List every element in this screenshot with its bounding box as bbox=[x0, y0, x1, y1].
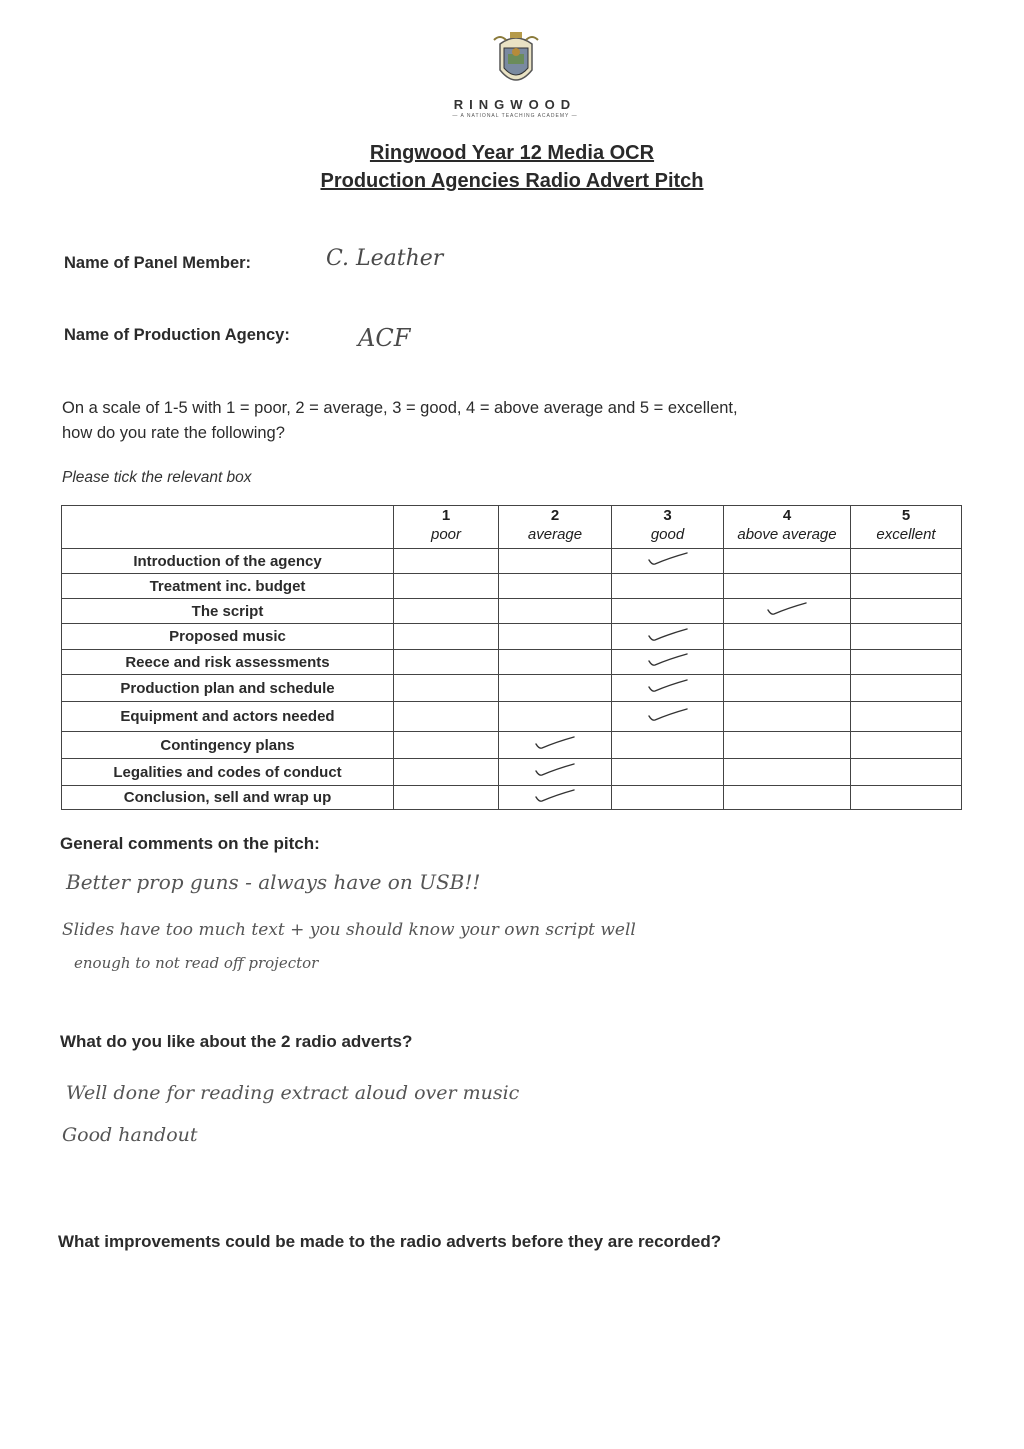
page-subtitle: Production Agencies Radio Advert Pitch bbox=[320, 170, 704, 192]
general-comments-line-3: enough to not read off projector bbox=[74, 954, 319, 972]
rating-cell-3[interactable] bbox=[612, 549, 724, 574]
rating-cell-5[interactable] bbox=[851, 574, 962, 599]
criterion-label: Proposed music bbox=[62, 624, 394, 650]
improvements-question: What improvements could be made to the radio adverts before they are recorded? bbox=[58, 1232, 722, 1251]
panel-member-value: C. Leather bbox=[326, 246, 444, 271]
tick-mark-icon bbox=[532, 734, 578, 752]
rating-row bbox=[62, 675, 962, 702]
tick-mark-icon bbox=[764, 600, 810, 618]
rating-cell-2[interactable] bbox=[499, 759, 612, 786]
criterion-label: Legalities and codes of conduct bbox=[62, 759, 394, 786]
rating-cell-1[interactable] bbox=[394, 759, 499, 786]
school-tagline: — A NATIONAL TEACHING ACADEMY — bbox=[452, 113, 578, 119]
rating-cell-2[interactable] bbox=[499, 675, 612, 702]
rating-cell-3[interactable] bbox=[612, 786, 724, 810]
rating-cell-2[interactable] bbox=[499, 650, 612, 675]
rating-cell-5[interactable] bbox=[851, 549, 962, 574]
rating-row bbox=[62, 650, 962, 675]
rating-cell-2[interactable] bbox=[499, 786, 612, 810]
rating-header-row bbox=[62, 506, 962, 549]
likes-question: What do you like about the 2 radio adverts? bbox=[60, 1032, 413, 1051]
criterion-label: Equipment and actors needed bbox=[62, 702, 394, 732]
rating-instructions bbox=[62, 396, 962, 446]
rating-cell-4[interactable] bbox=[724, 650, 851, 675]
tick-mark-icon bbox=[532, 787, 578, 805]
rating-col-4: 4 above average bbox=[724, 506, 851, 549]
rating-cell-2[interactable] bbox=[499, 574, 612, 599]
rating-col-3: 3 good bbox=[612, 506, 724, 549]
school-crest-logo bbox=[490, 30, 542, 94]
instructions-line-2: how do you rate the following? bbox=[62, 424, 285, 442]
rating-cell-4[interactable] bbox=[724, 702, 851, 732]
rating-cell-3[interactable] bbox=[612, 574, 724, 599]
criterion-label: Introduction of the agency bbox=[62, 549, 394, 574]
rating-row bbox=[62, 624, 962, 650]
general-comments-question: General comments on the pitch: bbox=[60, 834, 320, 853]
rating-row bbox=[62, 786, 962, 810]
rating-col-2: 2 average bbox=[499, 506, 612, 549]
rating-cell-4[interactable] bbox=[724, 786, 851, 810]
rating-cell-5[interactable] bbox=[851, 759, 962, 786]
rating-cell-2[interactable] bbox=[499, 732, 612, 759]
criterion-label: Production plan and schedule bbox=[62, 675, 394, 702]
tick-mark-icon bbox=[645, 677, 691, 695]
rating-cell-1[interactable] bbox=[394, 786, 499, 810]
rating-cell-3[interactable] bbox=[612, 732, 724, 759]
agency-label: Name of Production Agency: bbox=[64, 326, 290, 344]
rating-cell-5[interactable] bbox=[851, 599, 962, 624]
rating-row bbox=[62, 759, 962, 786]
tick-mark-icon bbox=[645, 651, 691, 669]
school-name: RINGWOOD bbox=[453, 97, 577, 112]
rating-row bbox=[62, 702, 962, 732]
agency-value: ACF bbox=[358, 324, 411, 352]
rating-cell-1[interactable] bbox=[394, 675, 499, 702]
tick-mark-icon bbox=[645, 626, 691, 644]
rating-cell-3[interactable] bbox=[612, 759, 724, 786]
rating-cell-3[interactable] bbox=[612, 599, 724, 624]
general-comments-line-2: Slides have too much text + you should know your own script well bbox=[62, 920, 636, 940]
criterion-label: Reece and risk assessments bbox=[62, 650, 394, 675]
rating-cell-3[interactable] bbox=[612, 675, 724, 702]
rating-col-1: 1 poor bbox=[394, 506, 499, 549]
rating-row bbox=[62, 549, 962, 574]
rating-cell-3[interactable] bbox=[612, 650, 724, 675]
rating-row bbox=[62, 574, 962, 599]
page-title: Ringwood Year 12 Media OCR bbox=[369, 142, 655, 164]
rating-cell-5[interactable] bbox=[851, 786, 962, 810]
rating-cell-1[interactable] bbox=[394, 549, 499, 574]
rating-cell-1[interactable] bbox=[394, 732, 499, 759]
panel-member-label: Name of Panel Member: bbox=[64, 254, 252, 272]
criteria-header bbox=[62, 506, 394, 549]
rating-row bbox=[62, 732, 962, 759]
rating-cell-5[interactable] bbox=[851, 675, 962, 702]
tick-note: Please tick the relevant box bbox=[62, 469, 252, 486]
rating-cell-2[interactable] bbox=[499, 599, 612, 624]
likes-line-1: Well done for reading extract aloud over music bbox=[66, 1082, 520, 1104]
rating-cell-4[interactable] bbox=[724, 759, 851, 786]
rating-cell-1[interactable] bbox=[394, 624, 499, 650]
rating-cell-4[interactable] bbox=[724, 599, 851, 624]
general-comments-line-1: Better prop guns - always have on USB!! bbox=[66, 870, 481, 894]
rating-cell-4[interactable] bbox=[724, 624, 851, 650]
rating-cell-4[interactable] bbox=[724, 675, 851, 702]
rating-cell-4[interactable] bbox=[724, 549, 851, 574]
rating-cell-1[interactable] bbox=[394, 599, 499, 624]
rating-row bbox=[62, 599, 962, 624]
criterion-label: The script bbox=[62, 599, 394, 624]
rating-cell-5[interactable] bbox=[851, 732, 962, 759]
rating-cell-5[interactable] bbox=[851, 624, 962, 650]
rating-cell-3[interactable] bbox=[612, 624, 724, 650]
tick-mark-icon bbox=[645, 550, 691, 568]
tick-mark-icon bbox=[532, 761, 578, 779]
rating-cell-5[interactable] bbox=[851, 702, 962, 732]
rating-cell-4[interactable] bbox=[724, 732, 851, 759]
instructions-line-1: On a scale of 1-5 with 1 = poor, 2 = average, 3 = good, 4 = above average and 5 = excellent, bbox=[62, 399, 738, 417]
rating-cell-1[interactable] bbox=[394, 650, 499, 675]
rating-cell-5[interactable] bbox=[851, 650, 962, 675]
rating-cell-3[interactable] bbox=[612, 702, 724, 732]
rating-col-5: 5 excellent bbox=[851, 506, 962, 549]
rating-cell-4[interactable] bbox=[724, 574, 851, 599]
rating-cell-2[interactable] bbox=[499, 624, 612, 650]
criterion-label: Conclusion, sell and wrap up bbox=[62, 786, 394, 810]
rating-cell-2[interactable] bbox=[499, 702, 612, 732]
criterion-label: Contingency plans bbox=[62, 732, 394, 759]
likes-line-2: Good handout bbox=[62, 1124, 198, 1146]
rating-cell-2[interactable] bbox=[499, 549, 612, 574]
rating-cell-1[interactable] bbox=[394, 574, 499, 599]
rating-cell-1[interactable] bbox=[394, 702, 499, 732]
rating-table bbox=[61, 505, 962, 810]
criterion-label: Treatment inc. budget bbox=[62, 574, 394, 599]
tick-mark-icon bbox=[645, 706, 691, 724]
